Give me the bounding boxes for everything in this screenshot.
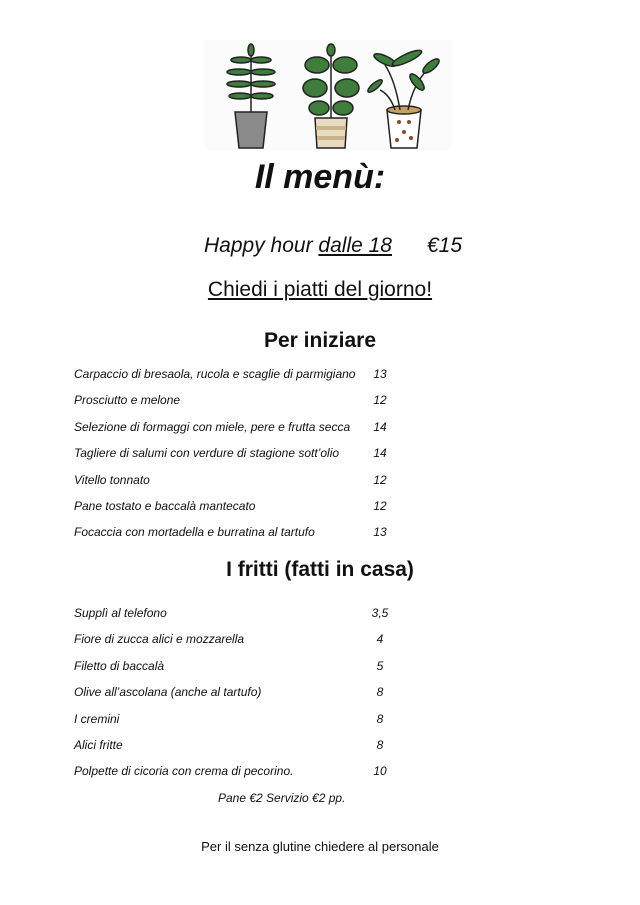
menu-item-name: Carpaccio di bresaola, rucola e scaglie di parmigiano [74, 367, 356, 381]
menu-item-name: Focaccia con mortadella e burratina al tartufo [74, 525, 315, 540]
page-title: Il menù: [254, 158, 386, 196]
extras-note: Pane €2 Servizio €2 pp. [218, 791, 346, 805]
gluten-note: Per il senza glutine chiedere al personale [201, 839, 439, 854]
potted-plants-illustration [205, 40, 451, 150]
menu-item-price: 13 [373, 367, 387, 381]
menu-item-name: Prosciutto e melone [74, 393, 181, 408]
section-title-fritti: I fritti (fatti in casa) [226, 558, 414, 581]
menu-item-name: Selezione di formaggi con miele, pere e frutta secca [74, 419, 351, 434]
specials-note: Chiedi i piatti del giorno! [207, 278, 433, 301]
menu-item-price: 10 [373, 764, 387, 779]
section-title-per-iniziare: Per iniziare [263, 329, 377, 352]
happy-hour-label: Happy hour [204, 234, 313, 257]
happy-hour-price: €15 [427, 234, 463, 257]
menu-item-name: Supplì al telefono [74, 606, 167, 620]
menu-item-name: Filetto di baccalà [74, 658, 165, 673]
happy-hour-time: dalle 18 [318, 234, 392, 257]
menu-item-name: Polpette di cicoria con crema di pecorino. [74, 764, 294, 779]
menu-item-price: 12 [373, 472, 387, 487]
menu-item-price: 8 [376, 685, 384, 700]
menu-item-price: 5 [376, 658, 384, 673]
menu-item-price: 3,5 [371, 606, 389, 620]
menu-item-name: Alici fritte [74, 738, 123, 752]
menu-item-name: Olive all’ascolana (anche al tartufo) [74, 685, 262, 700]
menu-item-price: 8 [376, 711, 384, 726]
menu-item-name: I cremini [74, 711, 120, 726]
menu-item-price: 14 [373, 419, 387, 434]
menu-item-price: 4 [376, 632, 384, 647]
menu-item-price: 13 [373, 525, 387, 540]
menu-item-name: Fiore di zucca alici e mozzarella [74, 632, 245, 647]
menu-item-price: 8 [376, 738, 384, 752]
menu-item-name: Vitello tonnato [74, 472, 150, 487]
menu-item-price: 12 [373, 499, 387, 513]
menu-item-name: Tagliere di salumi con verdure di stagione sott’olio [74, 446, 340, 461]
happy-hour [204, 234, 392, 258]
menu-item-price: 12 [373, 393, 387, 408]
menu-item-name: Pane tostato e baccalà mantecato [74, 499, 256, 513]
menu-item-price: 14 [373, 446, 387, 461]
